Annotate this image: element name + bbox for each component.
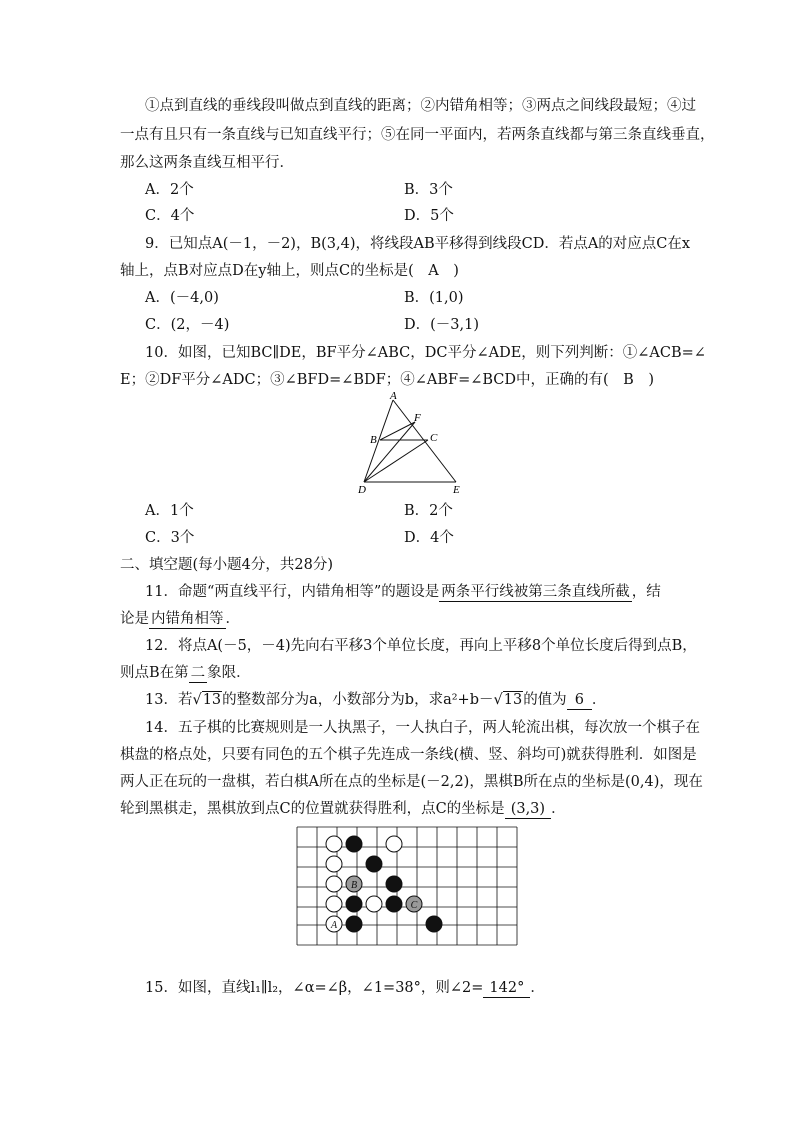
q13-mid-1: 的整数部分为a，小数部分为b，求a²+b－ [222,692,494,708]
q14-line4-prefix: 轮到黑棋走，黑棋放到点C的位置就获得胜利，点C的坐标是 [120,801,505,817]
q10-option-a: A．1个 [145,503,194,519]
stone-label-b: B [350,880,358,891]
section-2-title: 二、填空题(每小题4分，共28分) [120,557,333,573]
q11-answer-2: 内错角相等 [151,611,224,627]
q9-line-2: 轴上，点B对应点D在y轴上，则点C的坐标是( A ) [120,263,459,279]
q13-sqrt-1: √13 [192,692,222,708]
q8-option-c: C．4个 [145,208,195,224]
black-stone [426,916,442,932]
q13-radicand-2: 13 [503,692,523,708]
q8-line-3: 那么这两条直线互相平行． [120,155,294,171]
q13-post: ． [591,692,607,708]
q13-sqrt-2: √13 [493,692,523,708]
q14-line-2: 棋盘的格点处，只要有同色的五个棋子先连成一条线(横、竖、斜均可)就获得胜利．如图是 [120,747,697,763]
q15-answer: 142° [483,980,530,998]
q10-label-b: B [370,434,377,446]
q12-line2-prefix: 则点B在第 [120,665,189,681]
q11-mid: ，结 [631,584,661,600]
q10-label-a: A [390,390,397,402]
q14-answer: (3,3) [505,801,551,819]
q12-line2-post: 象限． [207,665,251,681]
q10-segment-dc [364,440,428,482]
q10-label-d: D [358,484,366,496]
white-stone [326,876,342,892]
q10-segment-df [364,422,415,482]
black-stone [386,896,402,912]
q10-segment-ae [393,400,456,482]
q11-line2-post: ． [225,611,240,627]
q14-line-4 [120,799,566,819]
q10-label-c: C [430,432,438,444]
q11-line-1 [145,582,661,602]
q13-radicand-1: 13 [202,692,222,708]
q10-label-e: E [453,484,460,496]
q9-option-d: D．(－3,1) [404,317,479,333]
q14-line-1: 14．五子棋的比赛规则是一人执黑子，一人执白子，两人轮流出棋，每次放一个棋子在 [145,720,700,736]
white-stone [386,836,402,852]
q13-answer: 6 [567,692,592,710]
q12-line-1: 12．将点A(－5，－4)先向右平移3个单位长度，再向上平移8个单位长度后得到点B， [145,638,697,654]
white-stone [326,856,342,872]
q15-prefix: 15．如图，直线l₁∥l₂，∠α=∠β，∠1=38°，则∠2= [145,980,484,996]
stone-label-a: A [330,920,338,931]
q10-line-2: E；②DF平分∠ADC；③∠BFD=∠BDF；④∠ABF=∠BCD中，正确的有( B ) [120,372,654,388]
q9-line-1: 9．已知点A(－1，－2)，B(3,4)，将线段AB平移得到线段CD．若点A的对应点C在x [145,236,691,252]
q11-line-2 [120,609,240,629]
q10-option-c: C．3个 [145,530,195,546]
q10-triangle-figure [350,390,470,496]
black-stone [366,856,382,872]
q8-line-1: ①点到直线的垂线段叫做点到直线的距离；②内错角相等；③两点之间线段最短；④过 [145,98,696,114]
black-stone [386,876,402,892]
white-stone [326,896,342,912]
q9-option-b: B．(1,0) [404,290,464,306]
q11-line2-prefix: 论是 [120,611,149,627]
q11-answer-1: 两条平行线被第三条直线所截 [441,584,630,600]
q8-line-2: 一点有且只有一条直线与已知直线平行；⑤在同一平面内，若两条直线都与第三条直线垂直， [120,127,715,143]
white-stone [366,896,382,912]
q15-line [145,978,545,998]
q12-line-2 [120,663,251,683]
q9-option-c: C．(2，－4) [145,317,230,333]
q10-option-d: D．4个 [404,530,454,546]
q14-line-3: 两人正在玩的一盘棋，若白棋A所在点的坐标是(－2,2)，黑棋B所在点的坐标是(0,4)，现在 [120,774,703,790]
stone-label-c: C [410,900,418,911]
white-stone [326,836,342,852]
q11-prefix: 11．命题“两直线平行，内错角相等”的题设是 [145,584,440,600]
q12-answer: 二 [190,665,206,681]
q8-option-a: A．2个 [145,182,194,198]
black-stone [346,916,362,932]
black-stone [346,896,362,912]
q13-prefix: 13．若 [145,692,193,708]
q14-line4-post: ． [551,801,566,817]
q10-segment-bf [380,422,415,440]
q10-option-b: B．2个 [404,503,453,519]
q8-option-b: B．3个 [404,182,453,198]
q9-option-a: A．(－4,0) [145,290,219,306]
q10-label-f: F [414,412,421,424]
q8-option-d: D．5个 [404,208,454,224]
q14-gomoku-board [296,826,526,946]
q15-post: ． [530,980,545,996]
board-stones [326,836,442,932]
q10-segment-ad [364,400,393,482]
q13-line [145,690,606,710]
q13-mid-2: 的值为 [523,692,567,708]
q10-line-1: 10．如图，已知BC∥DE，BF平分∠ABC，DC平分∠ADE，则下列判断：①∠ACB=∠ [145,345,706,361]
black-stone [346,836,362,852]
